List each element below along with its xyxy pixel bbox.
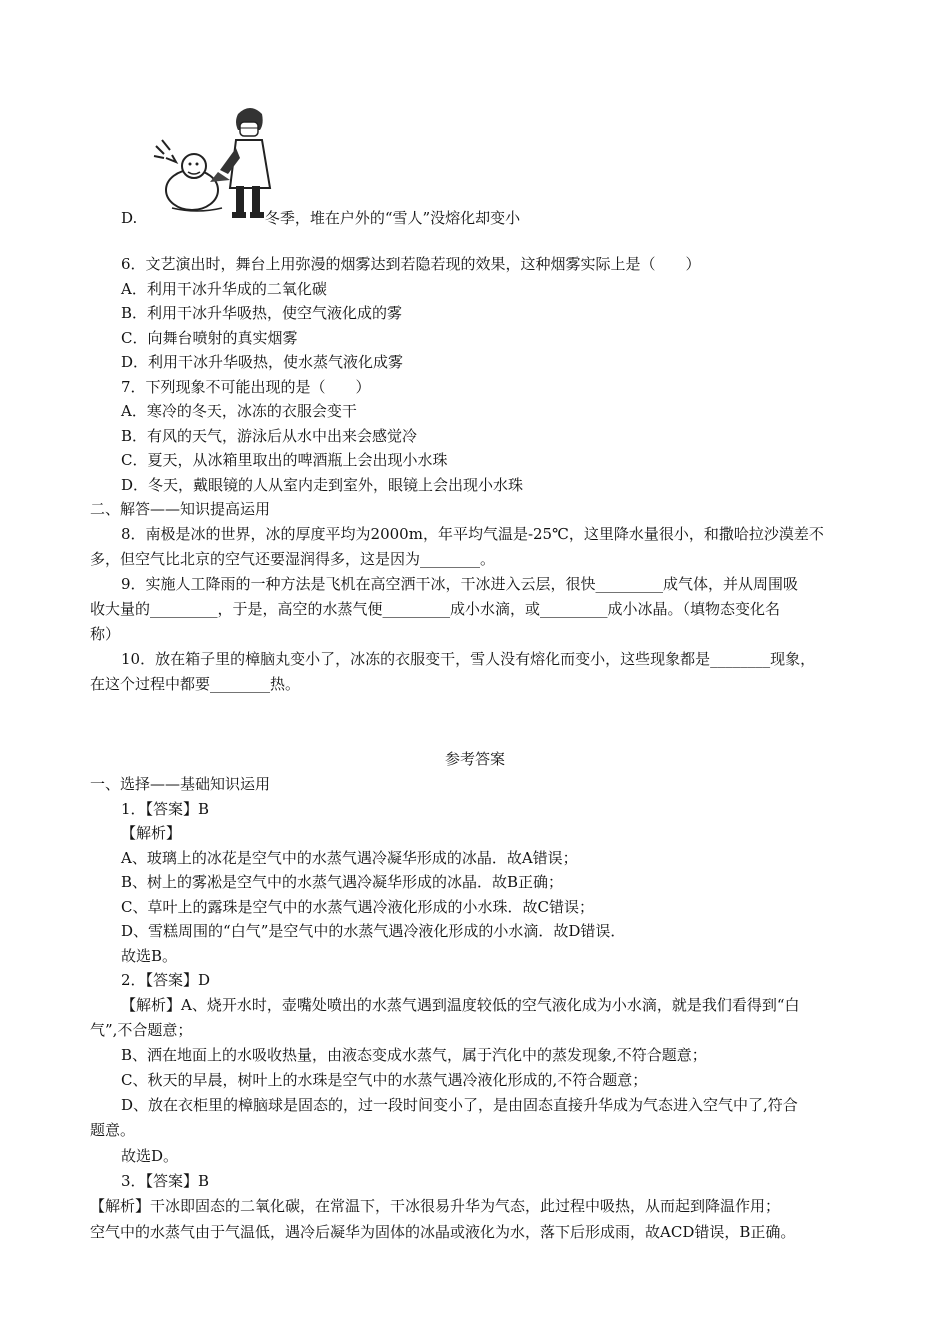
section1-title: 一、选择——基础知识运用 (90, 775, 271, 793)
a2-line-4: C、秋天的早晨，树叶上的水珠是空气中的水蒸气遇冷液化形成的,不符合题意； (121, 1071, 648, 1089)
a1-head: 1．【答案】B (121, 800, 210, 818)
q9-line3: 称） (90, 625, 121, 643)
q7-option-b: B．有风的天气，游泳后从水中出来会感觉冷 (121, 427, 418, 445)
q5-option-d-letter: D. (121, 209, 138, 227)
a1-analysis-label: 【解析】 (121, 824, 182, 842)
q5-option-d (121, 208, 520, 228)
q7-option-c: C．夏天，从冰箱里取出的啤酒瓶上会出现小水珠 (121, 451, 448, 469)
q6-option-b: B．利用干冰升华吸热，使空气液化成的雾 (121, 304, 403, 322)
a1-line-d: D、雪糕周围的“白气”是空气中的水蒸气遇冷液化形成的小水滴．故D错误． (121, 922, 626, 940)
a1-line-c: C、草叶上的露珠是空气中的水蒸气遇冷液化形成的小水珠．故C错误； (121, 898, 594, 916)
a1-line-b: B、树上的雾凇是空气中的水蒸气遇冷凝华形成的冰晶．故B正确； (121, 873, 564, 891)
a3-head: 3．【答案】B (121, 1172, 210, 1190)
a2-conclusion: 故选D。 (121, 1147, 179, 1165)
q5-option-d-text: 冬季，堆在户外的“雪人”没熔化却变小 (264, 209, 521, 227)
q8-line1: 8．南极是冰的世界，冰的厚度平均为2000m，年平均气温是-25℃，这里降水量很小，和撒哈拉沙漠差不 (121, 525, 824, 543)
a1-line-a: A、玻璃上的冰花是空气中的水蒸气遇冷凝华形成的冰晶．故A错误； (121, 849, 578, 867)
q9-line1: 9．实施人工降雨的一种方法是飞机在高空洒干冰，干冰进入云层，很快_________成气体，并从周围吸 (121, 575, 799, 593)
q7-option-a: A．寒冷的冬天，冰冻的衣服会变干 (121, 402, 357, 420)
a3-line-2: 空气中的水蒸气由于气温低，遇冷后凝华为固体的冰晶或液化为水，落下后形成雨，故ACD错误，B正确。 (90, 1223, 796, 1241)
a2-line-3: B、洒在地面上的水吸收热量，由液态变成水蒸气，属于汽化中的蒸发现象,不符合题意； (121, 1046, 707, 1064)
a3-line-1: 【解析】干冰即固态的二氧化碳，在常温下，干冰很易升华为气态，此过程中吸热，从而起到降温作用； (90, 1197, 781, 1215)
q7-option-d: D．冬天，戴眼镜的人从室内走到室外，眼镜上会出现小水珠 (121, 476, 524, 494)
a2-line-1: 【解析】A、烧开水时，壶嘴处喷出的水蒸气遇到温度较低的空气液化成为小水滴，就是我们看得到“白 (121, 996, 800, 1014)
a1-conclusion: 故选B。 (121, 947, 178, 965)
q9-line2: 收大量的_________，于是，高空的水蒸气便_________成小水滴，或_________成小冰晶。（填物态变化名 (90, 600, 781, 618)
q8-line2: 多，但空气比北京的空气还要湿润得多，这是因为________。 (90, 550, 496, 568)
q7-stem: 7．下列现象不可能出现的是（ ） (121, 378, 371, 396)
q6-option-d: D．利用干冰升华吸热，使水蒸气液化成雾 (121, 353, 404, 371)
a2-line-2: 气”,不合题意； (90, 1021, 193, 1039)
q6-option-c: C．向舞台喷射的真实烟雾 (121, 329, 298, 347)
section2-title: 二、解答——知识提高运用 (90, 500, 271, 518)
q10-line1: 10．放在箱子里的樟脑丸变小了，冰冻的衣服变干，雪人没有熔化而变小，这些现象都是________现象， (121, 650, 816, 668)
a2-line-5: D、放在衣柜里的樟脑球是固态的，过一段时间变小了，是由固态直接升华成为气态进入空气中了,符合 (121, 1096, 798, 1114)
answers-title: 参考答案 (444, 750, 505, 768)
a2-head: 2．【答案】D (121, 971, 211, 989)
q6-stem: 6．文艺演出时，舞台上用弥漫的烟雾达到若隐若现的效果，这种烟雾实际上是（ ） (121, 255, 701, 273)
q6-option-a: A．利用干冰升华成的二氧化碳 (121, 280, 327, 298)
q10-line2: 在这个过程中都要________热。 (90, 675, 301, 693)
a2-line-6: 题意。 (90, 1121, 136, 1139)
